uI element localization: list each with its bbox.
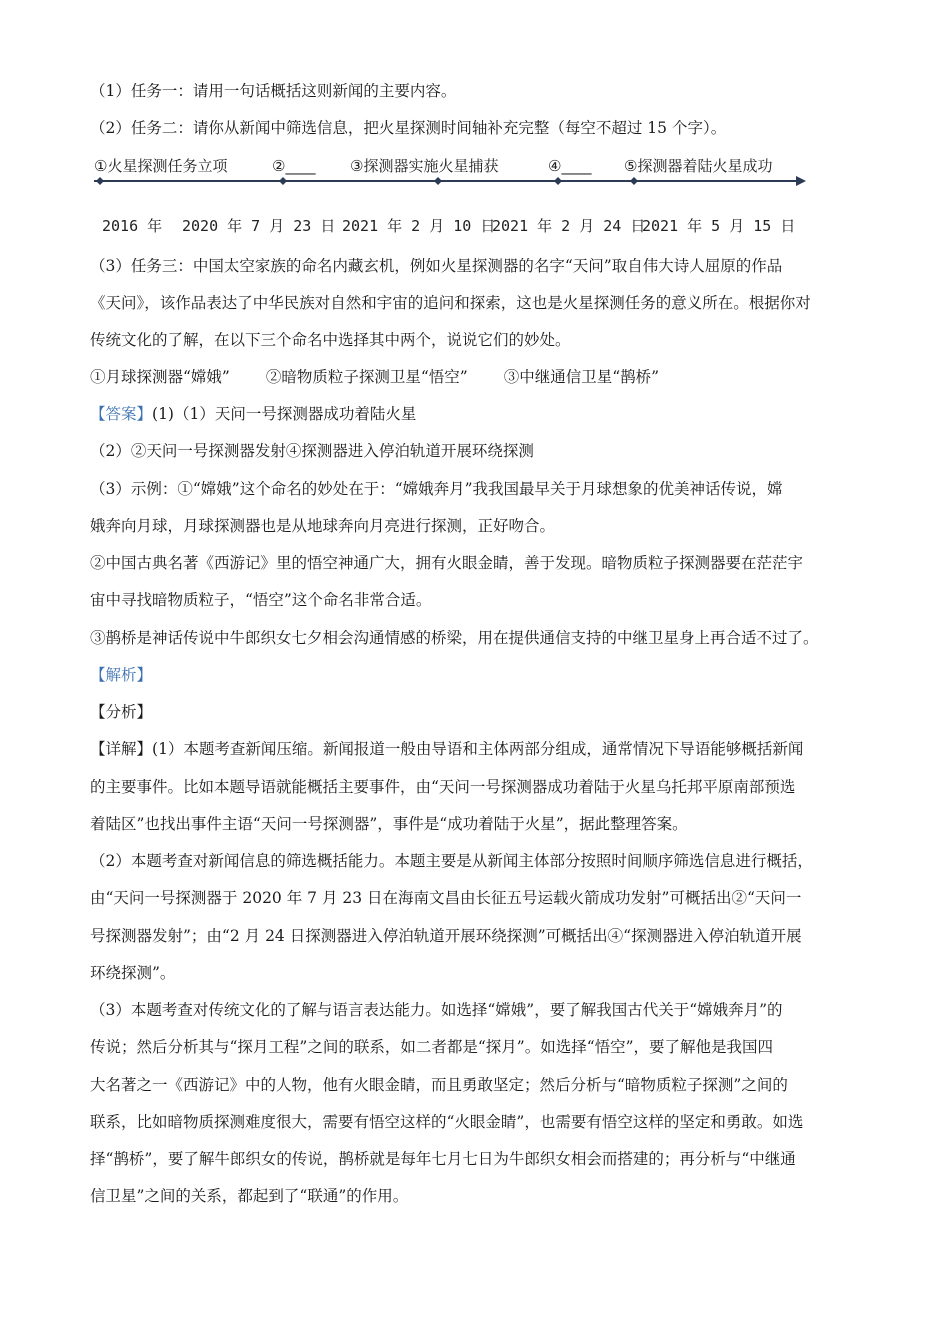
timeline-date-5: 2021 年 5 月 15 日 [642,217,796,235]
answer-line-1 [90,403,870,425]
task2-text: （2）任务二：请你从新闻中筛选信息，把火星探测时间轴补充完整（每空不超过 15 个字）。 [90,119,727,137]
timeline-event-1: ①火星探测任务立项 [94,157,228,175]
timeline-marker-1 [96,177,104,185]
detail-1-line-2: 的主要事件。比如本题导语就能概括主要事件，由“天问一号探测器成功着陆于火星乌托邦平原南部预选 [90,778,796,796]
detail-3-line-5: 择“鹊桥”，要了解牛郎织女的传说，鹊桥就是每年七月七日为牛郎织女相会而搭建的；再分析与“中继通 [90,1150,796,1168]
timeline-event-5: ⑤探测器着陆火星成功 [624,157,773,175]
timeline-date-2: 2020 年 7 月 23 日 [182,217,336,235]
timeline-date-4: 2021 年 2 月 24 日 [492,217,646,235]
timeline-date-3: 2021 年 2 月 10 日 [342,217,496,235]
detail-3-line-1: （3）本题考查对传统文化的了解与语言表达能力。如选择“嫦娥”，要了解我国古代关于“嫦娥奔月”的 [90,1001,783,1019]
task3-text-3: 传统文化的了解，在以下三个命名中选择其中两个，说说它们的妙处。 [90,331,571,349]
task3-text-1: （3）任务三：中国太空家族的命名内藏玄机，例如火星探测器的名字“天问”取自伟大诗人屈原的作品 [90,257,783,275]
answer-tag: 【答案】 [90,405,153,423]
option-wukong: ②暗物质粒子探测卫星“悟空” [265,368,468,386]
answer-2: （2）②天问一号探测器发射④探测器进入停泊轨道开展环绕探测 [90,442,534,460]
detail-2-line-3: 号探测器发射”；由“2 月 24 日探测器进入停泊轨道开展环绕探测”可概括出④“探测器进入停泊轨道开展 [90,927,802,945]
detail-1-text: (1）本题考查新闻压缩。新闻报道一般由导语和主体两部分组成，通常情况下导语能够概括新闻 [152,740,804,758]
timeline-marker-2 [279,177,287,185]
timeline-event-2: ②____ [272,157,316,175]
naming-options [90,366,870,388]
fenxi-tag: 【分析】 [90,703,153,721]
detail-line-1 [90,738,870,760]
answer-3-line-2: 娥奔向月球，月球探测器也是从地球奔向月亮进行探测，正好吻合。 [90,517,556,535]
answer-3-line-4: 宙中寻找暗物质粒子，“悟空”这个命名非常合适。 [90,591,432,609]
detail-2-line-1: （2）本题考查对新闻信息的筛选概括能力。本题主要是从新闻主体部分按照时间顺序筛选信息进行概括， [90,852,813,870]
detail-2-line-4: 环绕探测”。 [90,964,176,982]
answer-3-line-3: ②中国古典名著《西游记》里的悟空神通广大，拥有火眼金睛，善于发现。暗物质粒子探测器要在茫茫宇 [90,554,804,572]
timeline-marker-3 [434,177,442,185]
detail-3-line-6: 信卫星”之间的关系，都起到了“联通”的作用。 [90,1187,409,1205]
timeline-event-3: ③探测器实施火星捕获 [350,157,499,175]
answer-1: (1)（1）天问一号探测器成功着陆火星 [152,405,417,423]
timeline-date-1: 2016 年 [102,217,163,235]
detail-tag: 【详解】 [90,740,153,758]
detail-1-line-3: 着陆区”也找出事件主语“天问一号探测器”，事件是“成功着陆于火星”，据此整理答案。 [90,815,688,833]
answer-3-line-5: ③鹊桥是神话传说中牛郎织女七夕相会沟通情感的桥梁，用在提供通信支持的中继卫星身上再合适不过了。 [90,629,819,647]
timeline-marker-4 [554,177,562,185]
task3-text-2: 《天问》，该作品表达了中华民族对自然和宇宙的追问和探索，这也是火星探测任务的意义所在。根据你对 [90,294,811,312]
task1-text: （1）任务一：请用一句话概括这则新闻的主要内容。 [90,82,457,100]
analysis-tag: 【解析】 [90,666,153,684]
timeline-marker-5 [630,177,638,185]
detail-2-line-2: 由“天问一号探测器于 2020 年 7 月 23 日在海南文昌由长征五号运载火箭成功发射”可概括出②“天问一 [90,889,802,907]
answer-3-line-1: （3）示例：①“嫦娥”这个命名的妙处在于：“嫦娥奔月”我我国最早关于月球想象的优美神话传说，嫦 [90,480,783,498]
detail-3-line-3: 大名著之一《西游记》中的人物，他有火眼金睛，而且勇敢坚定；然后分析与“暗物质粒子探测”之间的 [90,1076,788,1094]
timeline-event-4: ④____ [548,157,592,175]
option-change: ①月球探测器“嫦娥” [90,368,230,386]
detail-3-line-2: 传说；然后分析其与“探月工程”之间的联系，如二者都是“探月”。如选择“悟空”，要了解他是我国四 [90,1038,774,1056]
detail-3-line-4: 联系，比如暗物质探测难度很大，需要有悟空这样的“火眼金睛”，也需要有悟空这样的坚定和勇敢。如选 [90,1113,804,1131]
option-queqiao: ③中继通信卫星“鹊桥” [503,368,660,386]
mars-timeline [90,150,810,240]
